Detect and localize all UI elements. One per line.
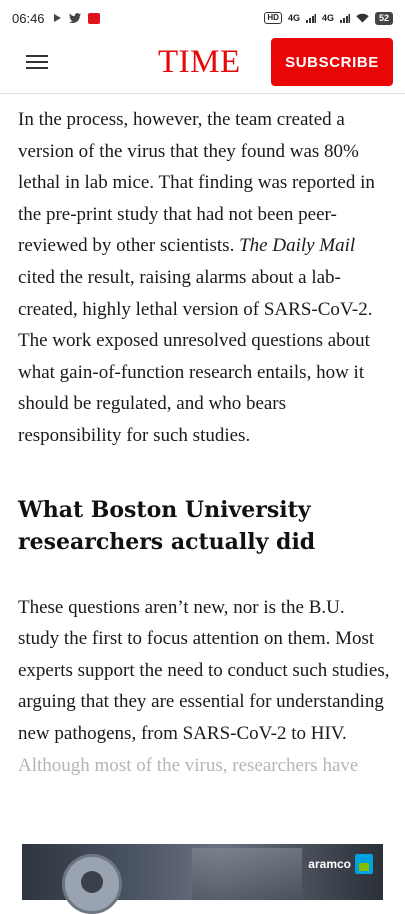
advertisement-banner[interactable] (22, 844, 383, 900)
article-paragraph (18, 104, 390, 452)
section-heading: What Boston University researchers actually did (18, 496, 316, 555)
hamburger-menu-icon[interactable] (26, 55, 48, 69)
paragraph-text: cited the result, raising alarms about a lab-created, highly lethal version of SARS-CoV-2. The work exposed unresolved questions about what gain-of-function research entails, how it should be regulated, and who bears responsibility for such studies. (18, 266, 373, 446)
ad-brand-logo (308, 854, 373, 874)
signal-icon-2 (340, 14, 350, 23)
article-body (18, 95, 390, 776)
status-time: 06:46 (12, 10, 45, 26)
aramco-logo-icon (355, 854, 373, 874)
ad-image-person (62, 854, 122, 914)
play-icon (52, 13, 62, 23)
hd-badge: HD (264, 12, 282, 24)
ad-brand-name: aramco (308, 857, 351, 871)
signal-label-1: 4G (287, 13, 300, 23)
article-paragraph: These questions aren’t new, nor is the B.U. study the first to focus attention on them. Most experts support the need to conduct such studies, arguing that they are essential for understanding new pathogens, from SARS-CoV-2 to HIV. (18, 596, 390, 744)
battery-indicator: 52 (375, 12, 393, 25)
subscribe-button[interactable]: SUBSCRIBE (271, 38, 393, 86)
twitter-icon (69, 13, 81, 23)
article-paragraph-partial: Although most of the virus, researchers have (18, 754, 359, 776)
signal-label-2: 4G (321, 13, 334, 23)
signal-icon (306, 14, 316, 23)
ad-image-equipment (192, 848, 302, 900)
site-header (0, 36, 405, 94)
wifi-icon (356, 13, 369, 23)
app-notification-icon (88, 13, 100, 24)
status-bar (0, 0, 405, 36)
publication-name: The Daily Mail (239, 235, 356, 257)
time-logo[interactable]: TIME (158, 44, 241, 80)
paragraph-text: In the process, however, the team created a version of the virus that they found was 80% lethal in lab mice. That finding was reported in the pre-print study that had not been peer-reviewed by other scientists. (18, 109, 375, 257)
